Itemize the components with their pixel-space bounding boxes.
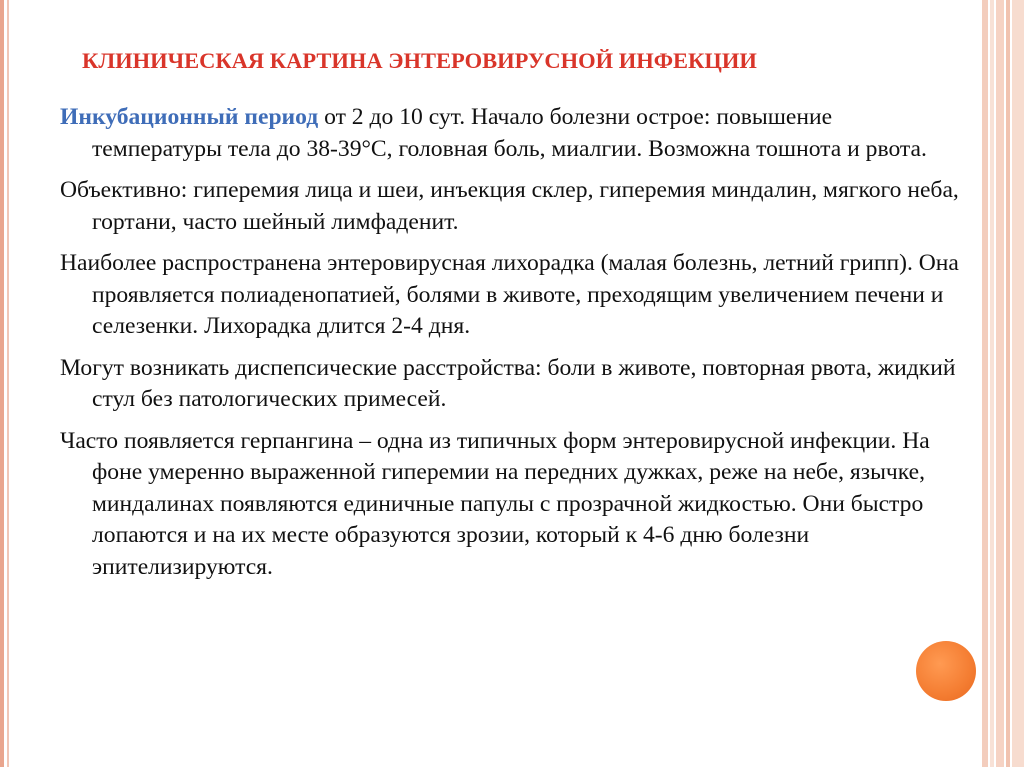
left-border-line [0,0,4,767]
paragraph-herpangina: Часто появляется герпангина – одна из типичных форм энтеровирусной инфекции. На фоне умеренно выраженной гиперемии на передних дужках, реже на небе, язычке, миндалинах появляются единичные папулы с прозрачной жидкостью. Они быстро лопаются и на их месте образуются зрозии, который к 4-6 дню болезни эпителизируются. [60,427,930,580]
slide-body [60,102,960,593]
paragraph-objective: Объективно: гиперемия лица и шеи, инъекция склер, гиперемия миндалин, мягкого неба, гортани, часто шейный лимфаденит. [60,177,959,235]
right-decor-stripe [996,0,1004,767]
paragraph-fever: Наиболее распространена энтеровирусная лихорадка (малая болезнь, летний грипп). Она проявляется полиаденопатией, болями в животе, преходящим увеличением печени и селезенки. Лихорадка длится 2-4 дня. [60,250,959,339]
right-decor-stripe [1006,0,1010,767]
right-decor-stripe [990,0,994,767]
paragraph-dyspepsia: Могут возникать диспепсические расстройства: боли в животе, повторная рвота, жидкий стул без патологических примесей. [60,354,956,412]
right-decor-stripe [982,0,988,767]
paragraph-text: от 2 до 10 сут. Начало болезни острое: повышение температуры тела до 38-39°С, головная боль, миалгии. Возможна тошнота и рвота. [92,104,927,162]
slide-title: КЛИНИЧЕСКАЯ КАРТИНА ЭНТЕРОВИРУСНОЙ ИНФЕКЦИИ [82,48,757,73]
orange-circle-decor [916,641,976,701]
right-decor-stripe [1012,0,1024,767]
highlight-term: Инкубационный период [60,104,319,130]
left-border-line-inner [7,0,9,767]
paragraph-incubation [60,102,960,165]
